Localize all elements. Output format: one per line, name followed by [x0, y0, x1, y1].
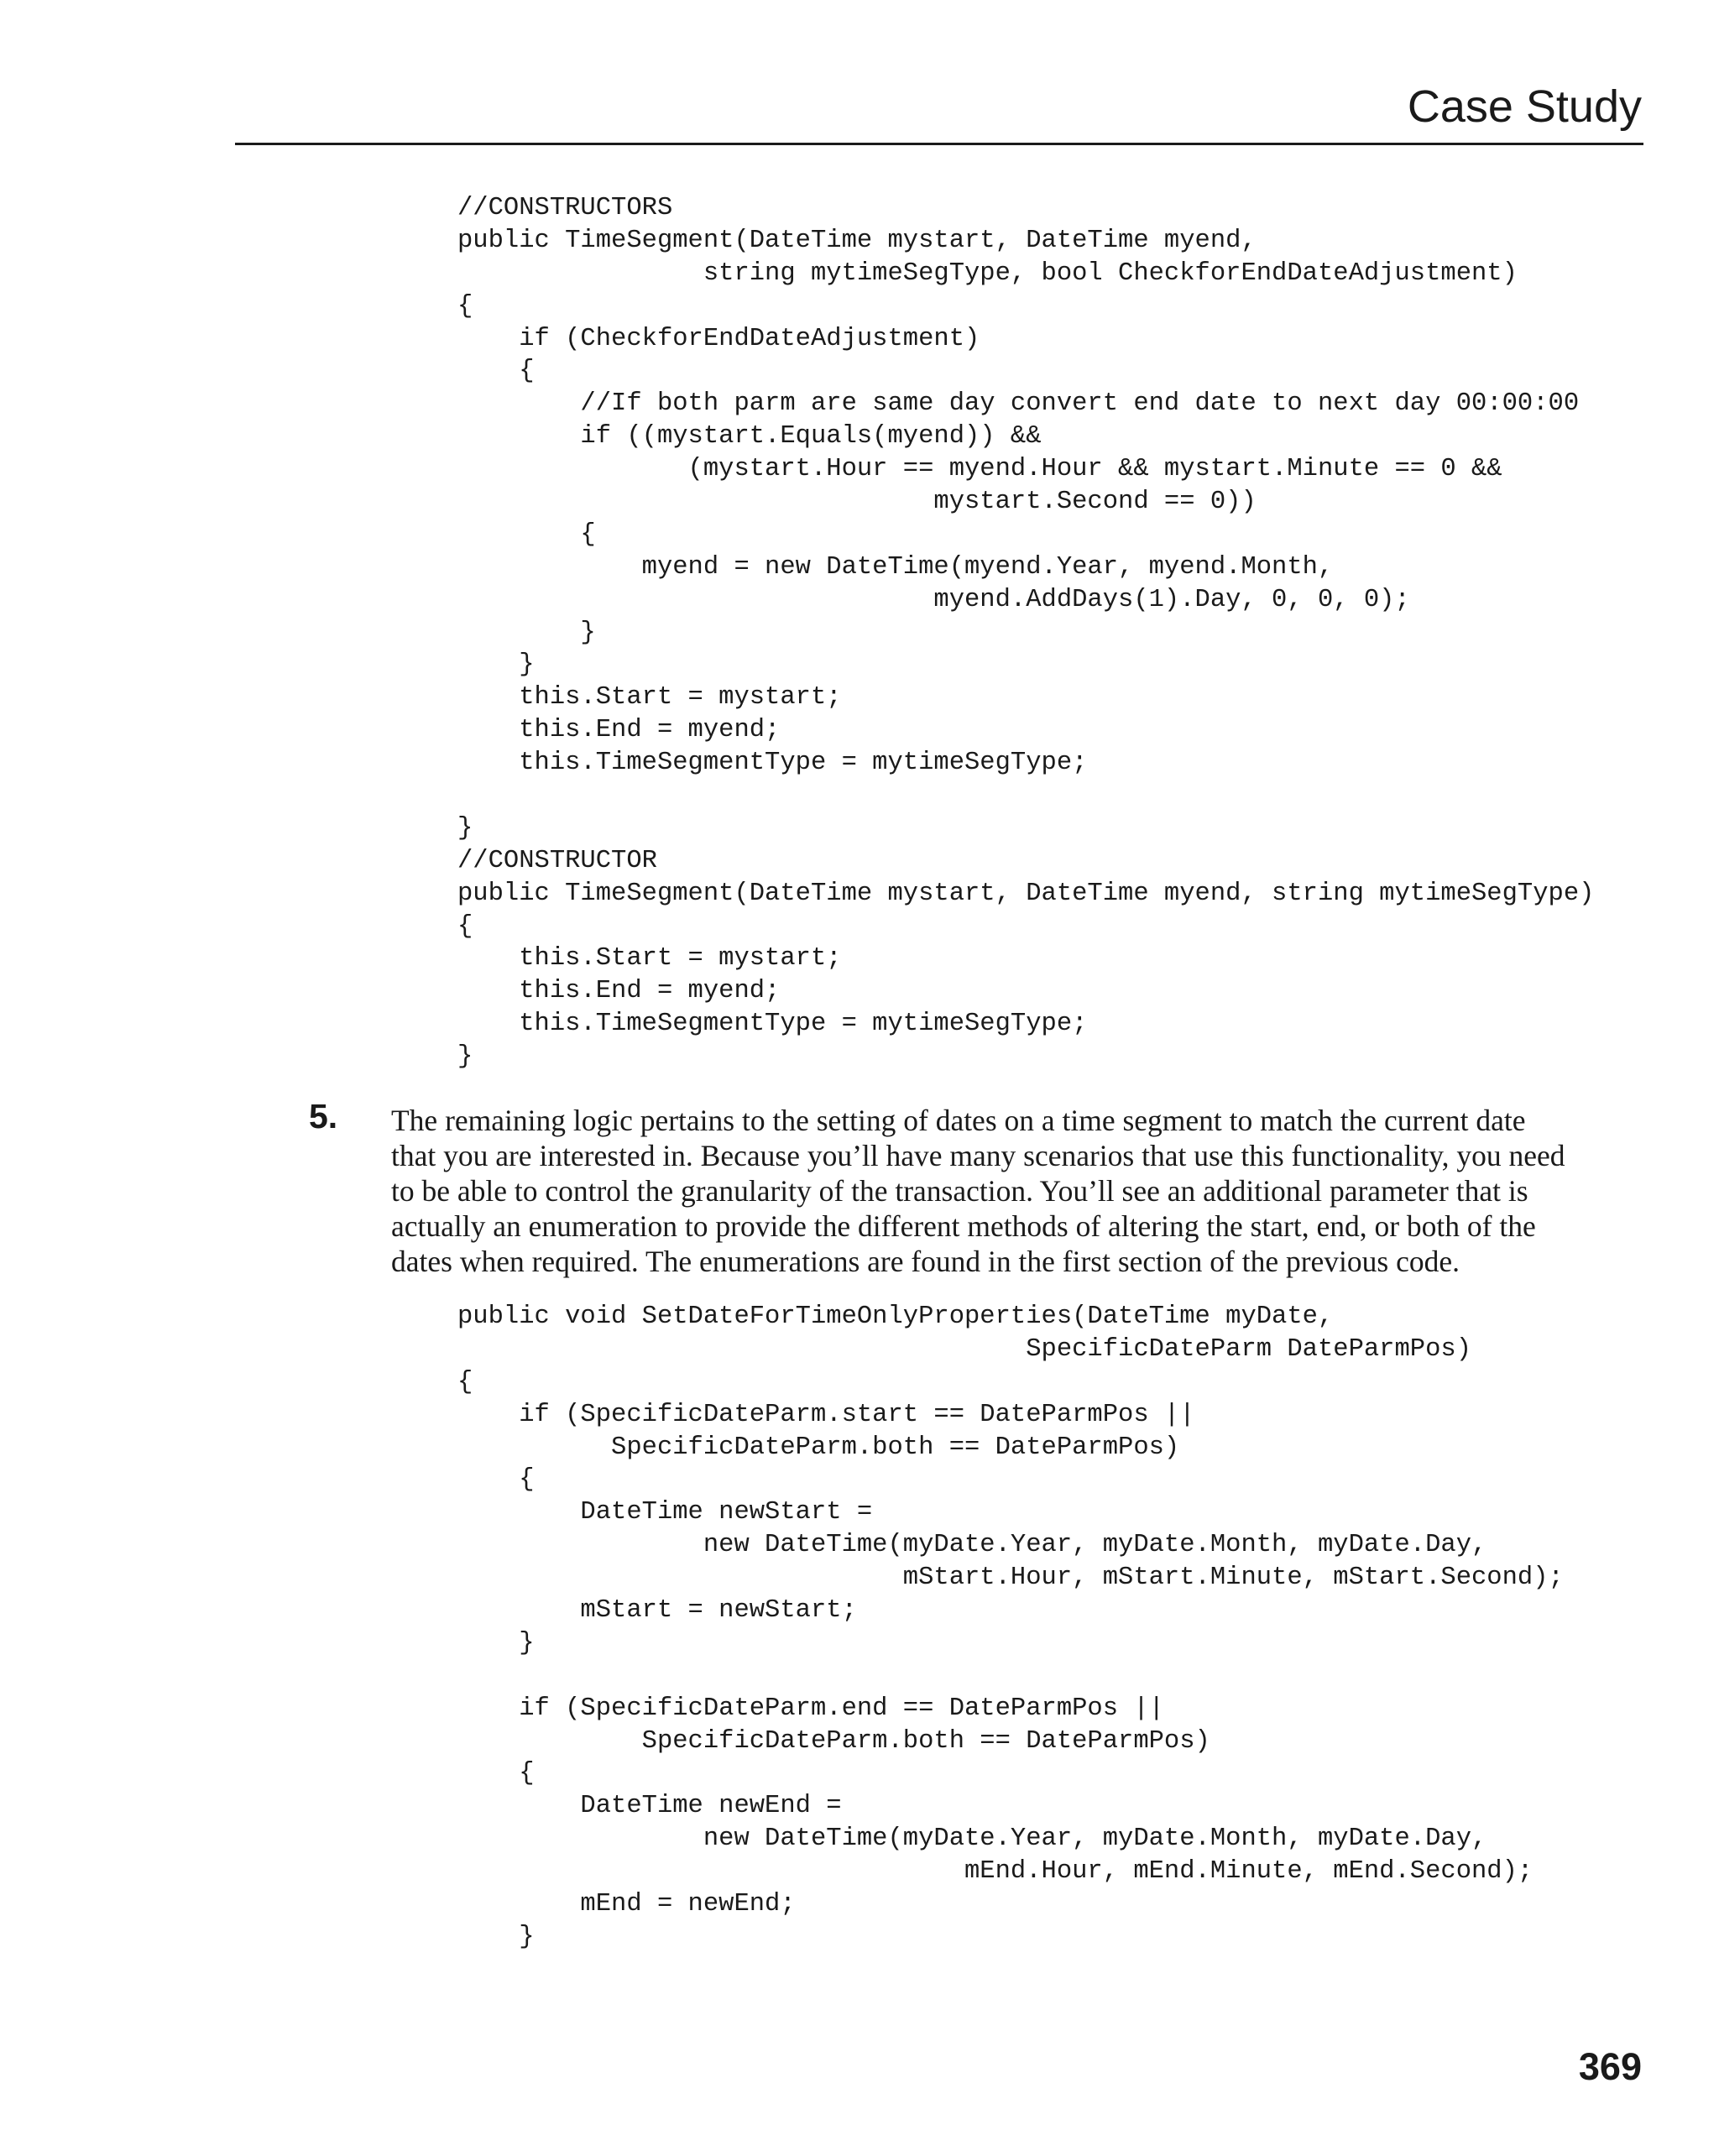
code-line: string mytimeSegType, bool CheckforEndDateAdjustment) [457, 258, 1518, 288]
code-line: { [457, 1465, 535, 1495]
code-line: mEnd.Hour, mEnd.Minute, mEnd.Second); [457, 1857, 1534, 1887]
page-number: 369 [1578, 2045, 1642, 2088]
code-line [457, 780, 1594, 812]
code-line: this.TimeSegmentType = mytimeSegType; [457, 1010, 1088, 1039]
code-line: this.Start = mystart; [457, 944, 842, 974]
code-line: public TimeSegment(DateTime mystart, DateTime myend, [457, 226, 1257, 255]
code-line: mStart = newStart; [457, 1596, 857, 1626]
code-block-set-date [457, 1301, 1564, 1954]
code-line: { [457, 1759, 535, 1788]
code-line: } [457, 650, 535, 680]
code-line: { [457, 911, 473, 941]
code-line: mystart.Second == 0)) [457, 488, 1257, 517]
code-line: DateTime newEnd = [457, 1792, 842, 1821]
code-line: mEnd = newEnd; [457, 1890, 796, 1919]
code-line: new DateTime(myDate.Year, myDate.Month, myDate.Day, [457, 1825, 1487, 1854]
code-line: if (SpecificDateParm.end == DateParmPos || [457, 1694, 1164, 1723]
code-line: { [457, 519, 596, 549]
code-line: DateTime newStart = [457, 1498, 873, 1527]
code-line: if (SpecificDateParm.start == DateParmPos || [457, 1400, 1195, 1429]
paragraph-line: The remaining logic pertains to the setting of dates on a time segment to match the current date [391, 1104, 1526, 1137]
code-line: (mystart.Hour == myend.Hour && mystart.Minute == 0 && [457, 455, 1502, 484]
step-number: 5. [309, 1097, 338, 1135]
code-line: SpecificDateParm.both == DateParmPos) [457, 1726, 1210, 1756]
code-line: myend = new DateTime(myend.Year, myend.Month, [457, 552, 1334, 582]
code-line: this.End = myend; [457, 716, 781, 745]
page-header-title: Case Study [1407, 81, 1642, 132]
paragraph-line: to be able to control the granularity of the transaction. You’ll see an additional parameter that is [391, 1174, 1528, 1208]
code-line: SpecificDateParm DateParmPos) [457, 1334, 1471, 1364]
code-line: this.Start = mystart; [457, 683, 842, 713]
code-line: { [457, 357, 535, 386]
header-rule [235, 143, 1643, 145]
code-block-constructors [457, 192, 1594, 1073]
paragraph-line: actually an enumeration to provide the different methods of altering the start, end, or both of the [391, 1209, 1536, 1243]
code-line: //CONSTRUCTOR [457, 846, 657, 875]
code-line: { [457, 1367, 473, 1396]
code-line: } [457, 1042, 473, 1072]
code-line: if (CheckforEndDateAdjustment) [457, 324, 980, 353]
code-line: SpecificDateParm.both == DateParmPos) [457, 1433, 1180, 1462]
step-paragraph [391, 1103, 1650, 1279]
code-line: public void SetDateForTimeOnlyProperties(DateTime myDate, [457, 1302, 1334, 1331]
paragraph-line: that you are interested in. Because you’ll have many scenarios that use this functionality, you need [391, 1139, 1565, 1172]
code-line: public TimeSegment(DateTime mystart, DateTime myend, string mytimeSegType) [457, 879, 1595, 908]
code-line: } [457, 1628, 535, 1657]
code-line: myend.AddDays(1).Day, 0, 0, 0); [457, 585, 1410, 614]
code-line [457, 1660, 1564, 1693]
code-line: mStart.Hour, mStart.Minute, mStart.Second); [457, 1563, 1564, 1593]
code-line: } [457, 813, 473, 843]
code-line: this.End = myend; [457, 977, 781, 1006]
code-line: if ((mystart.Equals(myend)) && [457, 422, 1042, 452]
paragraph-line: dates when required. The enumerations are found in the first section of the previous code. [391, 1245, 1460, 1278]
code-line: { [457, 291, 473, 321]
code-line: } [457, 618, 596, 647]
code-line: } [457, 1922, 535, 1951]
code-line: //CONSTRUCTORS [457, 194, 673, 222]
code-line: this.TimeSegmentType = mytimeSegType; [457, 749, 1088, 778]
code-line: //If both parm are same day convert end date to next day 00:00:00 [457, 389, 1580, 419]
code-line: new DateTime(myDate.Year, myDate.Month, myDate.Day, [457, 1531, 1487, 1560]
